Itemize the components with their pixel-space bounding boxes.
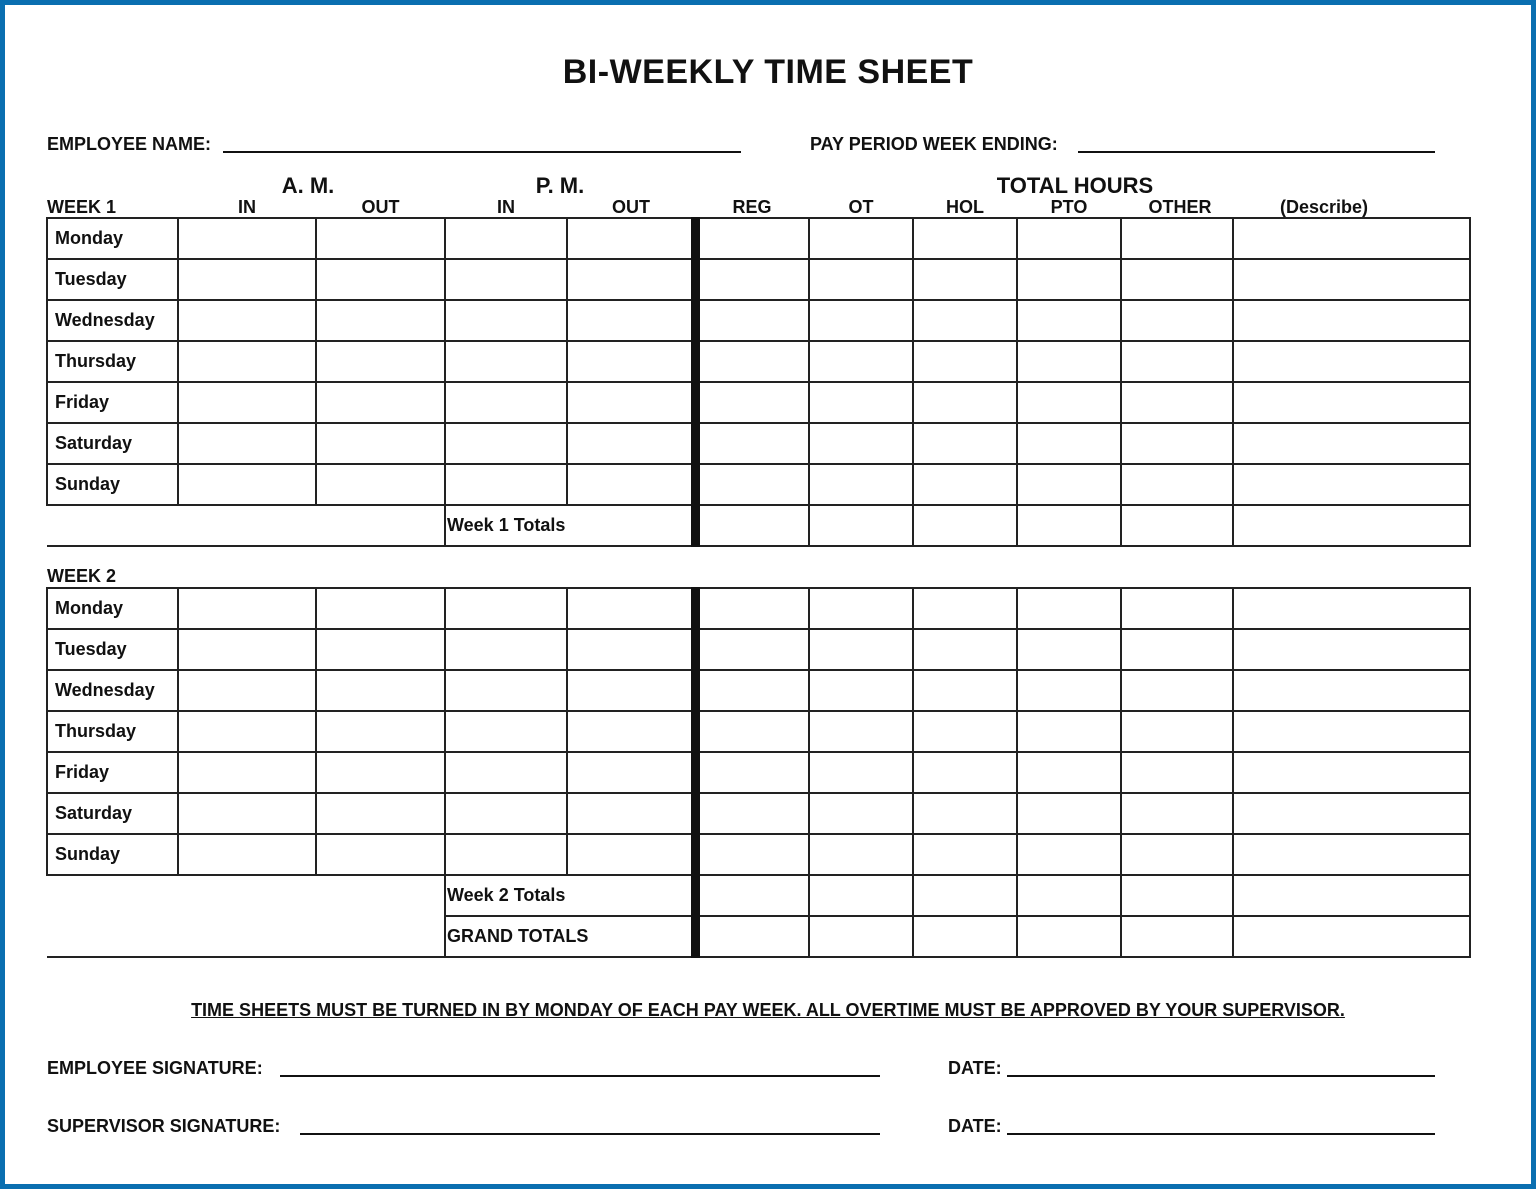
cell[interactable] — [567, 629, 695, 670]
cell[interactable] — [1233, 382, 1470, 423]
cell[interactable] — [809, 382, 913, 423]
cell[interactable] — [1121, 423, 1233, 464]
cell[interactable] — [913, 670, 1017, 711]
cell[interactable] — [316, 629, 445, 670]
spacer — [47, 916, 445, 957]
table-row — [47, 423, 1470, 464]
cell[interactable] — [1233, 464, 1470, 505]
grand-totals-label: GRAND TOTALS — [445, 916, 695, 957]
cell[interactable] — [178, 834, 316, 875]
cell[interactable] — [316, 752, 445, 793]
cell[interactable] — [178, 382, 316, 423]
cell[interactable] — [695, 916, 809, 957]
employee-name-field[interactable] — [223, 151, 741, 153]
week2-table — [46, 587, 1471, 958]
day-label: Friday — [47, 752, 178, 793]
cell[interactable] — [445, 382, 567, 423]
cell[interactable] — [1233, 588, 1470, 629]
week1-label: WEEK 1 — [47, 197, 117, 217]
cell[interactable] — [809, 670, 913, 711]
cell[interactable] — [178, 588, 316, 629]
cell[interactable] — [1233, 259, 1470, 300]
cell[interactable] — [1233, 752, 1470, 793]
cell[interactable] — [809, 834, 913, 875]
cell[interactable] — [809, 752, 913, 793]
cell[interactable] — [913, 629, 1017, 670]
cell[interactable] — [913, 464, 1017, 505]
page-title: BI-WEEKLY TIME SHEET — [562, 53, 974, 91]
cell[interactable] — [1121, 259, 1233, 300]
cell[interactable] — [913, 382, 1017, 423]
cell[interactable] — [1017, 259, 1121, 300]
cell[interactable] — [316, 300, 445, 341]
cell[interactable] — [1017, 670, 1121, 711]
cell[interactable] — [1121, 341, 1233, 382]
submission-notice: TIME SHEETS MUST BE TURNED IN BY MONDAY OF EACH PAY WEEK. ALL OVERTIME MUST BE APPROVED BY YOUR SUPERVISOR. — [191, 1000, 1345, 1020]
grand-totals-row — [47, 916, 1470, 957]
table-row — [47, 218, 1470, 259]
cell[interactable] — [695, 711, 809, 752]
cell[interactable] — [316, 382, 445, 423]
cell[interactable] — [913, 300, 1017, 341]
cell[interactable] — [913, 793, 1017, 834]
col-am-in: IN — [238, 197, 256, 217]
cell[interactable] — [316, 423, 445, 464]
cell[interactable] — [1017, 711, 1121, 752]
cell[interactable] — [1233, 629, 1470, 670]
cell[interactable] — [316, 834, 445, 875]
day-label: Thursday — [47, 711, 178, 752]
cell[interactable] — [1233, 875, 1470, 916]
cell[interactable] — [1017, 629, 1121, 670]
cell[interactable] — [567, 382, 695, 423]
cell[interactable] — [913, 875, 1017, 916]
cell[interactable] — [913, 259, 1017, 300]
cell[interactable] — [695, 218, 809, 259]
cell[interactable] — [1017, 464, 1121, 505]
cell[interactable] — [695, 341, 809, 382]
spacer — [47, 875, 445, 916]
table-row — [47, 711, 1470, 752]
cell[interactable] — [567, 423, 695, 464]
week1-table — [46, 217, 1471, 547]
cell[interactable] — [809, 505, 913, 546]
cell[interactable] — [1233, 711, 1470, 752]
table-row — [47, 300, 1470, 341]
supervisor-signature-label: SUPERVISOR SIGNATURE: — [47, 1116, 281, 1136]
cell[interactable] — [1233, 218, 1470, 259]
cell[interactable] — [913, 505, 1017, 546]
cell[interactable] — [316, 218, 445, 259]
time-sheet-page — [5, 5, 1531, 1184]
cell[interactable] — [567, 711, 695, 752]
cell[interactable] — [178, 711, 316, 752]
cell[interactable] — [809, 916, 913, 957]
col-pm-out: OUT — [612, 197, 650, 217]
col-other: OTHER — [1148, 197, 1212, 217]
cell[interactable] — [445, 300, 567, 341]
day-label: Tuesday — [47, 259, 178, 300]
cell[interactable] — [1121, 916, 1233, 957]
cell[interactable] — [1121, 670, 1233, 711]
cell[interactable] — [316, 341, 445, 382]
cell[interactable] — [809, 218, 913, 259]
cell[interactable] — [1233, 670, 1470, 711]
day-label: Wednesday — [47, 300, 178, 341]
supervisor-signature-field[interactable] — [300, 1133, 880, 1135]
cell[interactable] — [445, 423, 567, 464]
cell[interactable] — [695, 752, 809, 793]
cell[interactable] — [445, 218, 567, 259]
cell[interactable] — [913, 752, 1017, 793]
cell[interactable] — [1121, 464, 1233, 505]
cell[interactable] — [567, 834, 695, 875]
cell[interactable] — [695, 793, 809, 834]
supervisor-date-field[interactable] — [1007, 1133, 1435, 1135]
cell[interactable] — [1121, 834, 1233, 875]
col-describe: (Describe) — [1279, 197, 1369, 217]
cell[interactable] — [178, 423, 316, 464]
cell[interactable] — [445, 341, 567, 382]
am-header: A. M. — [281, 173, 335, 198]
cell[interactable] — [178, 629, 316, 670]
cell[interactable] — [809, 793, 913, 834]
table-row — [47, 341, 1470, 382]
employee-signature-field[interactable] — [280, 1075, 880, 1077]
day-label: Wednesday — [47, 670, 178, 711]
cell[interactable] — [445, 629, 567, 670]
cell[interactable] — [567, 341, 695, 382]
cell[interactable] — [567, 300, 695, 341]
employee-signature-label: EMPLOYEE SIGNATURE: — [47, 1058, 263, 1078]
cell[interactable] — [1017, 588, 1121, 629]
day-label: Tuesday — [47, 629, 178, 670]
cell[interactable] — [1121, 382, 1233, 423]
col-reg: REG — [732, 197, 772, 217]
col-pm-in: IN — [497, 197, 515, 217]
cell[interactable] — [1121, 629, 1233, 670]
employee-date-label: DATE: — [948, 1058, 1002, 1078]
cell[interactable] — [1233, 505, 1470, 546]
cell[interactable] — [445, 464, 567, 505]
cell[interactable] — [809, 588, 913, 629]
table-row — [47, 259, 1470, 300]
cell[interactable] — [695, 629, 809, 670]
cell[interactable] — [567, 464, 695, 505]
cell[interactable] — [178, 218, 316, 259]
cell[interactable] — [695, 423, 809, 464]
cell[interactable] — [445, 670, 567, 711]
employee-date-field[interactable] — [1007, 1075, 1435, 1077]
cell[interactable] — [567, 670, 695, 711]
cell[interactable] — [913, 423, 1017, 464]
cell[interactable] — [695, 382, 809, 423]
cell[interactable] — [445, 259, 567, 300]
cell[interactable] — [913, 341, 1017, 382]
cell[interactable] — [1017, 218, 1121, 259]
table-row — [47, 382, 1470, 423]
day-label: Monday — [47, 588, 178, 629]
cell[interactable] — [1233, 341, 1470, 382]
spacer — [47, 505, 445, 546]
week2-label: WEEK 2 — [47, 566, 117, 586]
total-hours-header: TOTAL HOURS — [996, 173, 1154, 198]
col-pto: PTO — [1050, 197, 1088, 217]
pay-period-label: PAY PERIOD WEEK ENDING: — [810, 134, 1058, 154]
cell[interactable] — [1017, 341, 1121, 382]
cell[interactable] — [316, 464, 445, 505]
cell[interactable] — [1121, 505, 1233, 546]
col-hol: HOL — [946, 197, 984, 217]
cell[interactable] — [913, 588, 1017, 629]
cell[interactable] — [1017, 752, 1121, 793]
cell[interactable] — [316, 588, 445, 629]
cell[interactable] — [1017, 875, 1121, 916]
cell[interactable] — [445, 588, 567, 629]
col-am-out: OUT — [361, 197, 400, 217]
cell[interactable] — [913, 916, 1017, 957]
day-label: Monday — [47, 218, 178, 259]
cell[interactable] — [695, 670, 809, 711]
cell[interactable] — [809, 300, 913, 341]
cell[interactable] — [178, 752, 316, 793]
cell[interactable] — [1121, 793, 1233, 834]
cell[interactable] — [445, 834, 567, 875]
cell[interactable] — [913, 218, 1017, 259]
cell[interactable] — [445, 752, 567, 793]
week1-totals-label: Week 1 Totals — [445, 505, 695, 546]
cell[interactable] — [913, 834, 1017, 875]
day-label: Thursday — [47, 341, 178, 382]
cell[interactable] — [1017, 916, 1121, 957]
cell[interactable] — [695, 834, 809, 875]
table-row — [47, 834, 1470, 875]
cell[interactable] — [1121, 711, 1233, 752]
cell[interactable] — [1233, 300, 1470, 341]
cell[interactable] — [567, 259, 695, 300]
cell[interactable] — [1233, 793, 1470, 834]
col-ot: OT — [848, 197, 874, 217]
cell[interactable] — [316, 259, 445, 300]
day-label: Saturday — [47, 793, 178, 834]
cell[interactable] — [809, 341, 913, 382]
cell[interactable] — [1121, 588, 1233, 629]
cell[interactable] — [1017, 300, 1121, 341]
cell[interactable] — [695, 300, 809, 341]
supervisor-date-label: DATE: — [948, 1116, 1002, 1136]
day-label: Sunday — [47, 464, 178, 505]
day-label: Saturday — [47, 423, 178, 464]
cell[interactable] — [809, 423, 913, 464]
cell[interactable] — [809, 629, 913, 670]
cell[interactable] — [1121, 752, 1233, 793]
day-label: Sunday — [47, 834, 178, 875]
cell[interactable] — [695, 875, 809, 916]
cell[interactable] — [1017, 382, 1121, 423]
cell[interactable] — [316, 670, 445, 711]
cell[interactable] — [316, 711, 445, 752]
cell[interactable] — [1233, 834, 1470, 875]
cell[interactable] — [567, 752, 695, 793]
cell[interactable] — [1121, 875, 1233, 916]
cell[interactable] — [809, 875, 913, 916]
cell[interactable] — [567, 218, 695, 259]
cell[interactable] — [1121, 218, 1233, 259]
cell[interactable] — [695, 259, 809, 300]
cell[interactable] — [445, 711, 567, 752]
cell[interactable] — [695, 588, 809, 629]
cell[interactable] — [809, 711, 913, 752]
cell[interactable] — [1017, 423, 1121, 464]
day-label: Friday — [47, 382, 178, 423]
cell[interactable] — [178, 464, 316, 505]
table-row — [47, 793, 1470, 834]
cell[interactable] — [445, 793, 567, 834]
cell[interactable] — [178, 793, 316, 834]
cell[interactable] — [567, 793, 695, 834]
cell[interactable] — [178, 670, 316, 711]
week1-totals-row — [47, 505, 1470, 546]
cell[interactable] — [316, 793, 445, 834]
pm-header: P. M. — [535, 173, 585, 198]
cell[interactable] — [913, 711, 1017, 752]
cell[interactable] — [809, 464, 913, 505]
cell[interactable] — [1017, 834, 1121, 875]
cell[interactable] — [1233, 423, 1470, 464]
table-row — [47, 670, 1470, 711]
table-row — [47, 464, 1470, 505]
week2-totals-label: Week 2 Totals — [445, 875, 695, 916]
cell[interactable] — [695, 505, 809, 546]
cell[interactable] — [809, 259, 913, 300]
cell[interactable] — [567, 588, 695, 629]
cell[interactable] — [178, 259, 316, 300]
cell[interactable] — [178, 341, 316, 382]
employee-name-label: EMPLOYEE NAME: — [47, 134, 212, 154]
table-row — [47, 588, 1470, 629]
pay-period-field[interactable] — [1078, 151, 1435, 153]
table-row — [47, 629, 1470, 670]
cell[interactable] — [1017, 505, 1121, 546]
cell[interactable] — [1017, 793, 1121, 834]
week2-totals-row — [47, 875, 1470, 916]
table-row — [47, 752, 1470, 793]
cell[interactable] — [178, 300, 316, 341]
cell[interactable] — [1233, 916, 1470, 957]
cell[interactable] — [695, 464, 809, 505]
cell[interactable] — [1121, 300, 1233, 341]
